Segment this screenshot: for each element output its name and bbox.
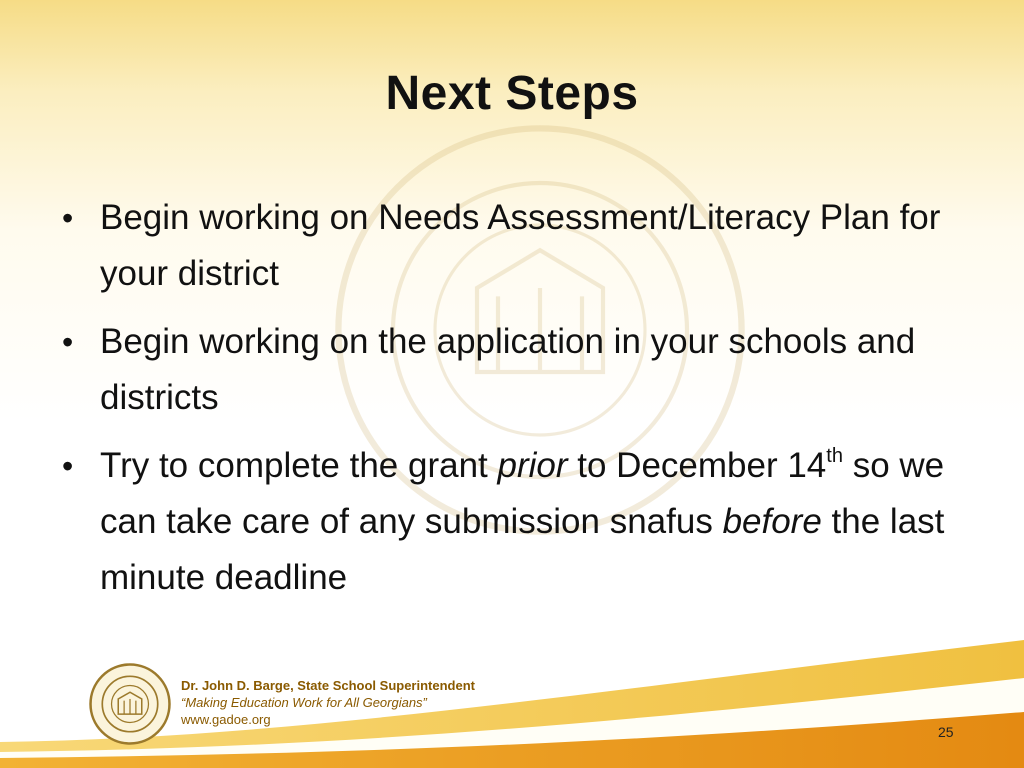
bullet-item	[56, 438, 956, 606]
bullet-text-d: the last minute deadline	[100, 502, 945, 597]
slide-title: Next Steps	[385, 67, 639, 120]
page-number: 25	[938, 724, 954, 740]
bullet-superscript: th	[826, 445, 843, 468]
footer-website-link[interactable]: www.gadoe.org	[181, 712, 271, 727]
bullet-text-a: Try to complete the grant	[100, 446, 498, 485]
bullet-text-b: to December 14	[567, 446, 827, 485]
bullet-text: Begin working on the application in your schools and districts	[100, 322, 916, 417]
bullet-italic-before: before	[722, 502, 822, 541]
bullet-list	[56, 190, 956, 618]
footer-motto: “Making Education Work for All Georgians”	[181, 695, 427, 710]
bullet-dot-icon: •	[62, 200, 74, 236]
department-seal-logo-icon	[88, 662, 172, 746]
bullet-dot-icon: •	[62, 448, 74, 484]
bullet-italic-prior: prior	[497, 446, 568, 485]
footer-superintendent-name: Dr. John D. Barge, State School Superintendent	[181, 678, 475, 693]
bullet-text: Begin working on Needs Assessment/Literacy Plan for your district	[100, 198, 941, 293]
footer-text-block	[181, 677, 475, 728]
bullet-text-c: so we can take care of any submission snafus	[100, 446, 945, 541]
bullet-dot-icon: •	[62, 324, 74, 360]
bullet-item	[56, 314, 956, 426]
bullet-item	[56, 190, 956, 302]
